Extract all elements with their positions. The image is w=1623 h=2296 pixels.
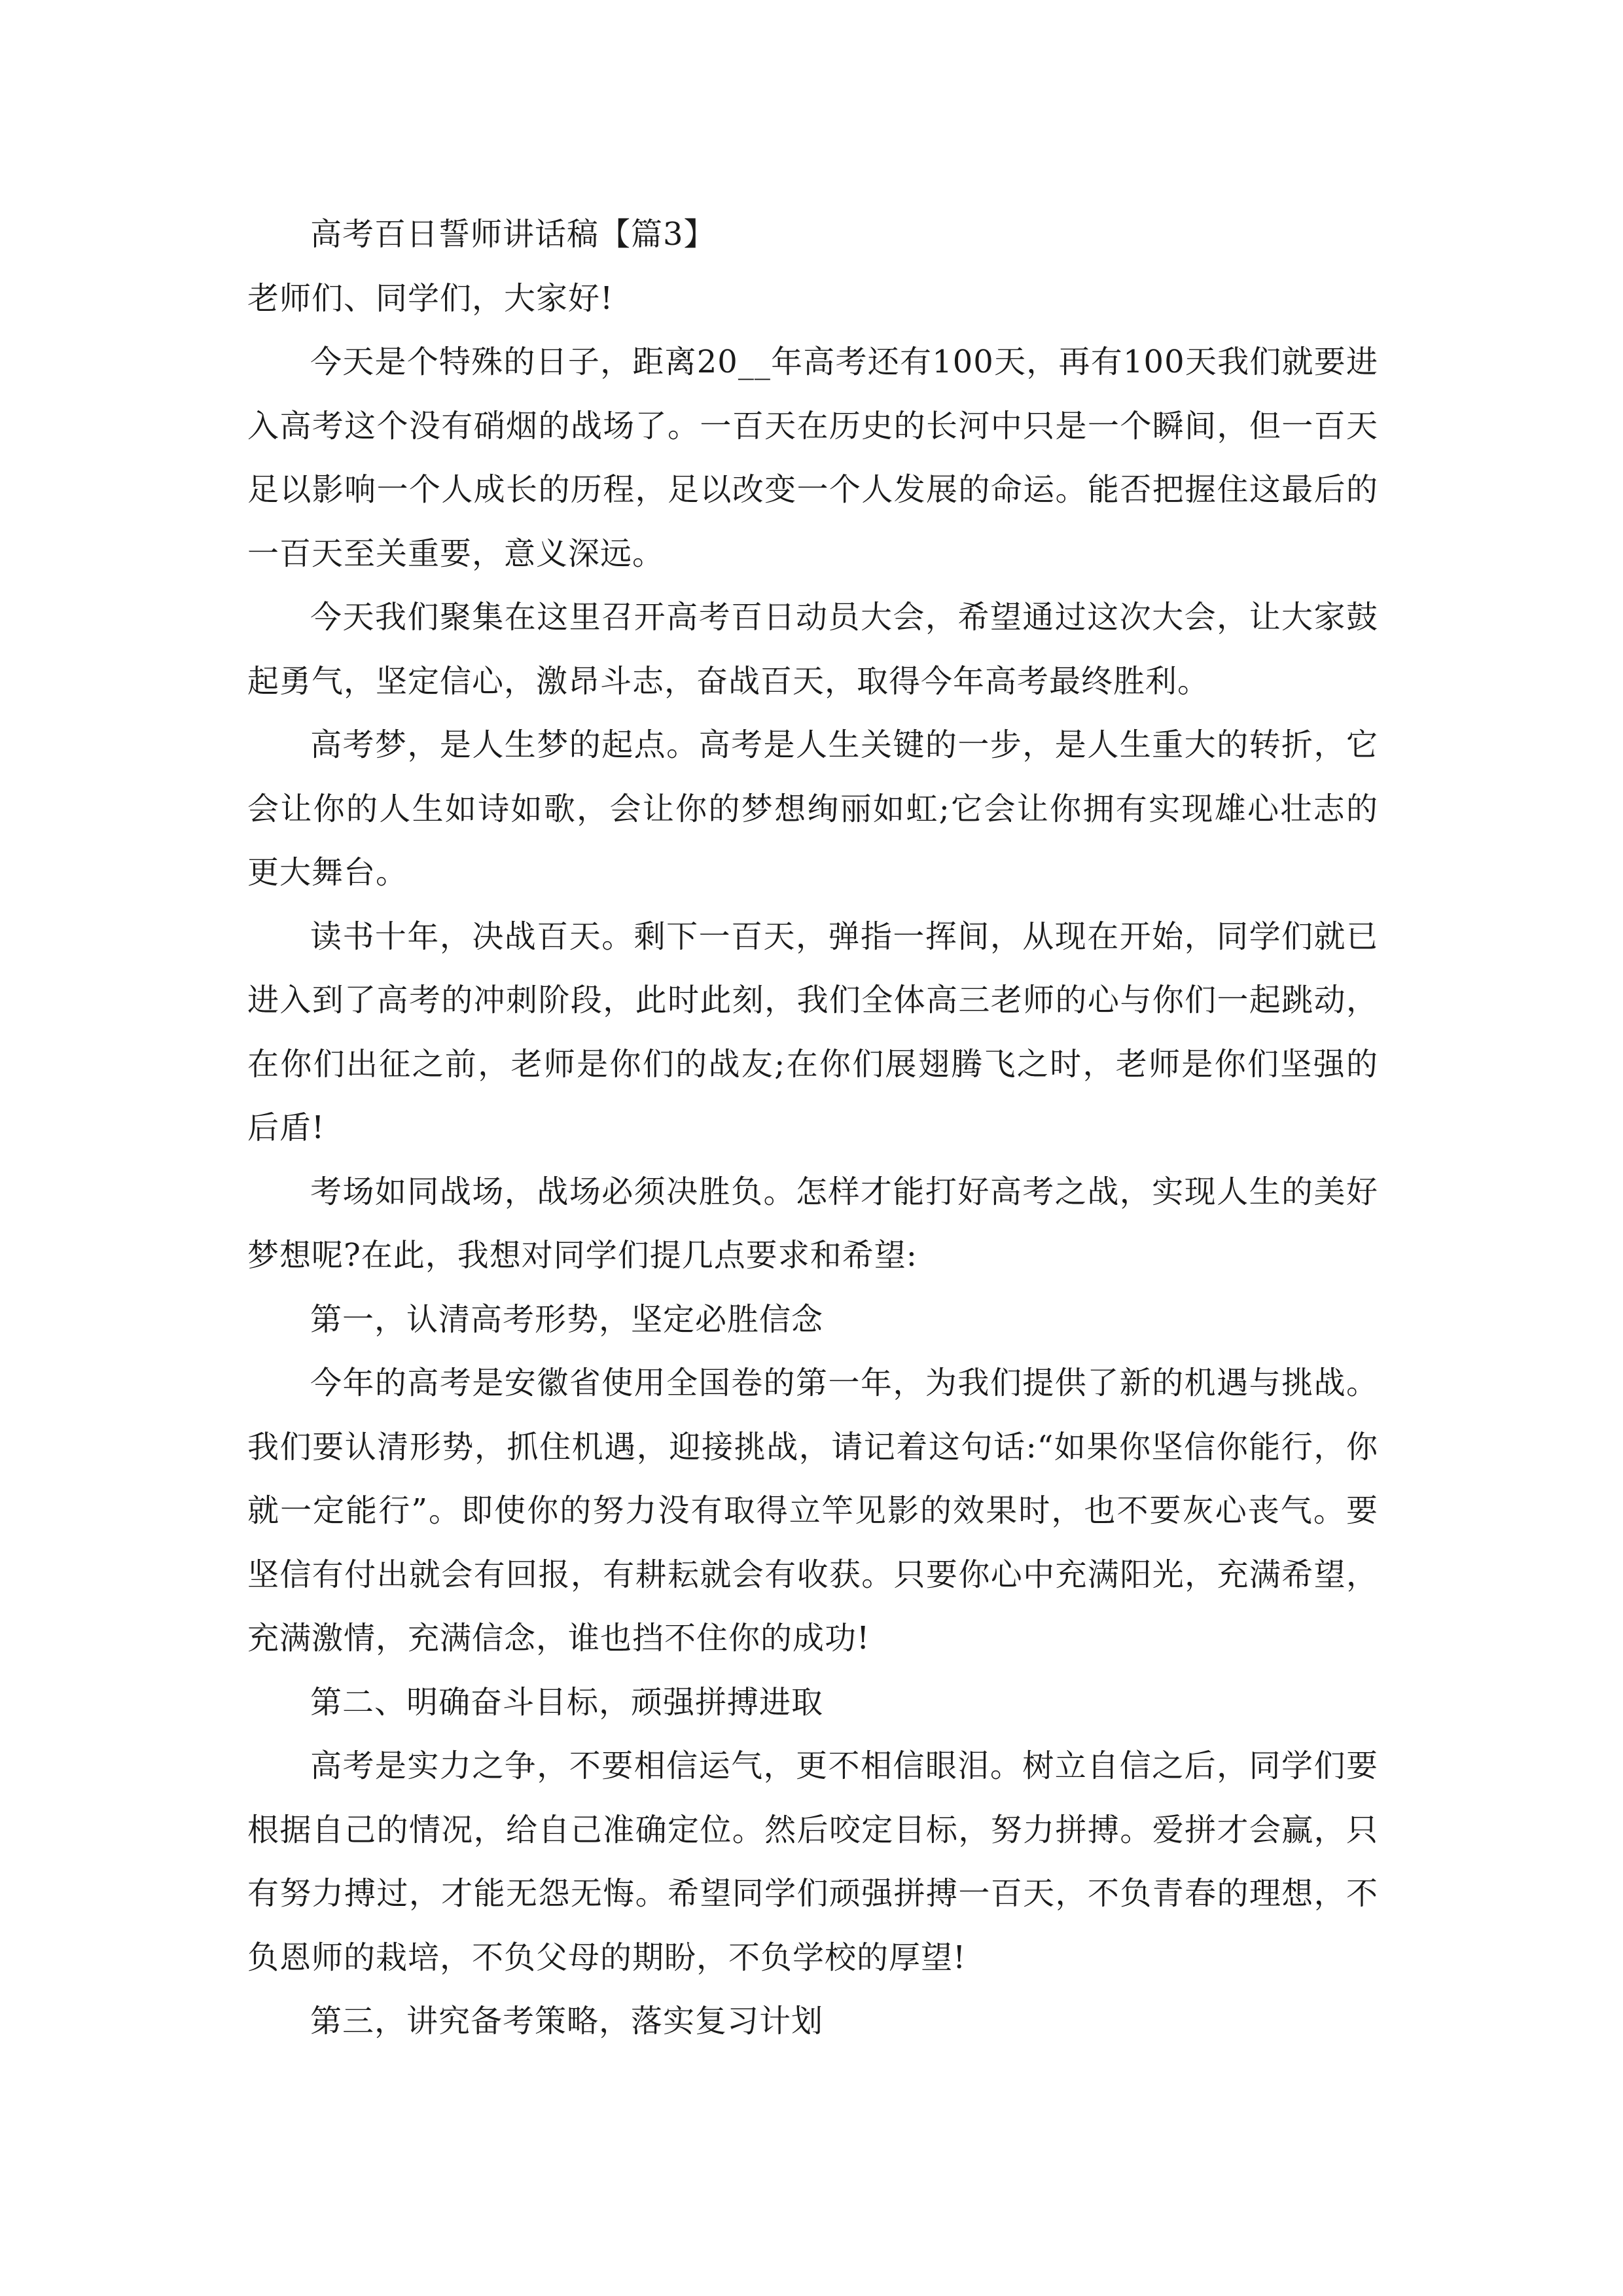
paragraph-hundred-days: 读书十年，决战百天。剩下一百天，弹指一挥间，从现在开始，同学们就已进入到了高考的冲刺阶段，此时此刻，我们全体高三老师的心与你们一起跳动，在你们出征之前，老师是你们的战友;在你们展翅腾飞之时，老师是你们坚强的后盾! xyxy=(247,918,1378,1146)
document-body xyxy=(247,203,1378,2054)
paragraph-dream: 高考梦，是人生梦的起点。高考是人生关键的一步，是人生重大的转折，它会让你的人生如诗如歌，会让你的梦想绚丽如虹;它会让你拥有实现雄心壮志的更大舞台。 xyxy=(247,726,1378,891)
paragraph-battlefield: 考场如同战场，战场必须决胜负。怎样才能打好高考之战，实现人生的美好梦想呢?在此，我想对同学们提几点要求和希望: xyxy=(247,1173,1378,1274)
heading-point-one: 第一，认清高考形势，坚定必胜信念 xyxy=(310,1300,824,1338)
paragraph-rally: 今天我们聚集在这里召开高考百日动员大会，希望通过这次大会，让大家鼓起勇气，坚定信心，激昂斗志，奋战百天，取得今年高考最终胜利。 xyxy=(247,599,1378,700)
salutation: 老师们、同学们，大家好! xyxy=(247,279,614,317)
document-title: 高考百日誓师讲话稿【篇3】 xyxy=(310,216,716,253)
heading-point-three: 第三，讲究备考策略，落实复习计划 xyxy=(310,2003,824,2039)
paragraph-countdown: 今天是个特殊的日子，距离20__年高考还有100天，再有100天我们就要进入高考这个没有硝烟的战场了。一百天在历史的长河中只是一个瞬间，但一百天足以影响一个人成长的历程，足以改变一个人发展的命运。能否把握住这最后的一百天至关重要，意义深远。 xyxy=(247,344,1378,572)
paragraph-point-one: 今年的高考是安徽省使用全国卷的第一年，为我们提供了新的机遇与挑战。我们要认清形势，抓住机遇，迎接挑战，请记着这句话:“如果你坚信你能行，你就一定能行”。即使你的努力没有取得立竿见影的效果时，也不要灰心丧气。要坚信有付出就会有回报，有耕耘就会有收获。只要你心中充满阳光，充满希望，充满激情，充满信念，谁也挡不住你的成功! xyxy=(247,1365,1378,1657)
paragraph-point-two: 高考是实力之争，不要相信运气，更不相信眼泪。树立自信之后，同学们要根据自己的情况，给自己准确定位。然后咬定目标，努力拼搏。爱拼才会赢，只有努力搏过，才能无怨无悔。希望同学们顽强拼搏一百天，不负青春的理想，不负恩师的栽培，不负父母的期盼，不负学校的厚望! xyxy=(247,1748,1378,1976)
heading-point-two: 第二、明确奋斗目标，顽强拼搏进取 xyxy=(310,1683,824,1721)
